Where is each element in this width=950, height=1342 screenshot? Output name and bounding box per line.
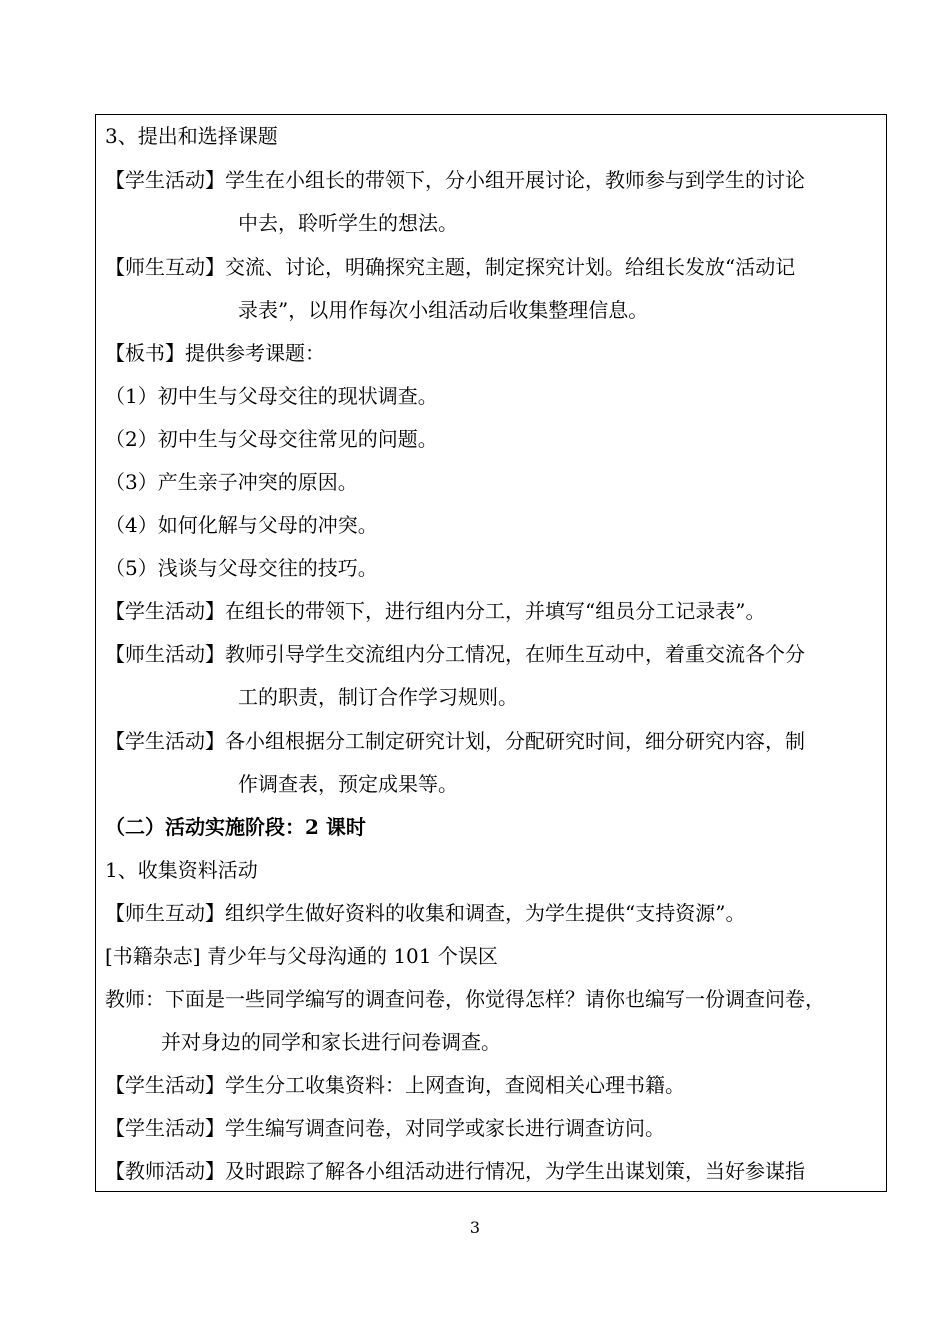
teacher-student-activity-cont: 工的职责，制订合作学习规则。 <box>238 685 518 709</box>
student-activity-collect: 【学生活动】学生分工收集资料：上网查询，查阅相关心理书籍。 <box>105 1073 685 1097</box>
student-activity-discussion: 【学生活动】学生在小组长的带领下，分小组开展讨论，教师参与到学生的讨论 <box>105 168 805 192</box>
subsection-collect-materials: 1、收集资料活动 <box>105 858 258 882</box>
student-activity-division: 【学生活动】在组长的带领下，进行组内分工，并填写“组员分工记录表”。 <box>105 599 766 623</box>
topic-item-1: （1）初中生与父母交往的现状调查。 <box>105 384 438 408</box>
books-magazines: [书籍杂志] 青少年与父母沟通的 101 个误区 <box>105 944 498 968</box>
student-activity-discussion-cont: 中去，聆听学生的想法。 <box>238 211 458 235</box>
interaction-plan-cont: 录表”，以用作每次小组活动后收集整理信息。 <box>238 298 649 322</box>
student-activity-survey: 【学生活动】学生编写调查问卷，对同学或家长进行调查访问。 <box>105 1116 665 1140</box>
topic-item-3: （3）产生亲子冲突的原因。 <box>105 470 358 494</box>
page-number: 3 <box>469 1218 481 1237</box>
teacher-activity-tracking: 【教师活动】及时跟踪了解各小组活动进行情况，为学生出谋划策，当好参谋指 <box>105 1159 805 1183</box>
student-activity-plan: 【学生活动】各小组根据分工制定研究计划，分配研究时间，细分研究内容，制 <box>105 729 805 753</box>
teacher-questionnaire: 教师：下面是一些同学编写的调查问卷，你觉得怎样？请你也编写一份调查问卷， <box>105 987 825 1011</box>
blackboard-topics-heading: 【板书】提供参考课题： <box>105 341 325 365</box>
topic-item-4: （4）如何化解与父母的冲突。 <box>105 513 378 537</box>
teacher-student-activity: 【师生活动】教师引导学生交流组内分工情况，在师生互动中，着重交流各个分 <box>105 642 805 666</box>
heading-select-topic: 3、提出和选择课题 <box>105 124 278 148</box>
topic-item-2: （2）初中生与父母交往常见的问题。 <box>105 427 438 451</box>
section-implementation-heading: （二）活动实施阶段：2 课时 <box>105 815 366 839</box>
topic-item-5: （5）浅谈与父母交往的技巧。 <box>105 556 378 580</box>
interaction-collect: 【师生互动】组织学生做好资料的收集和调查，为学生提供“支持资源”。 <box>105 901 746 925</box>
student-activity-plan-cont: 作调查表，预定成果等。 <box>238 772 458 796</box>
teacher-questionnaire-cont: 并对身边的同学和家长进行问卷调查。 <box>161 1030 501 1054</box>
interaction-plan: 【师生互动】交流、讨论，明确探究主题，制定探究计划。给组长发放“活动记 <box>105 255 796 279</box>
